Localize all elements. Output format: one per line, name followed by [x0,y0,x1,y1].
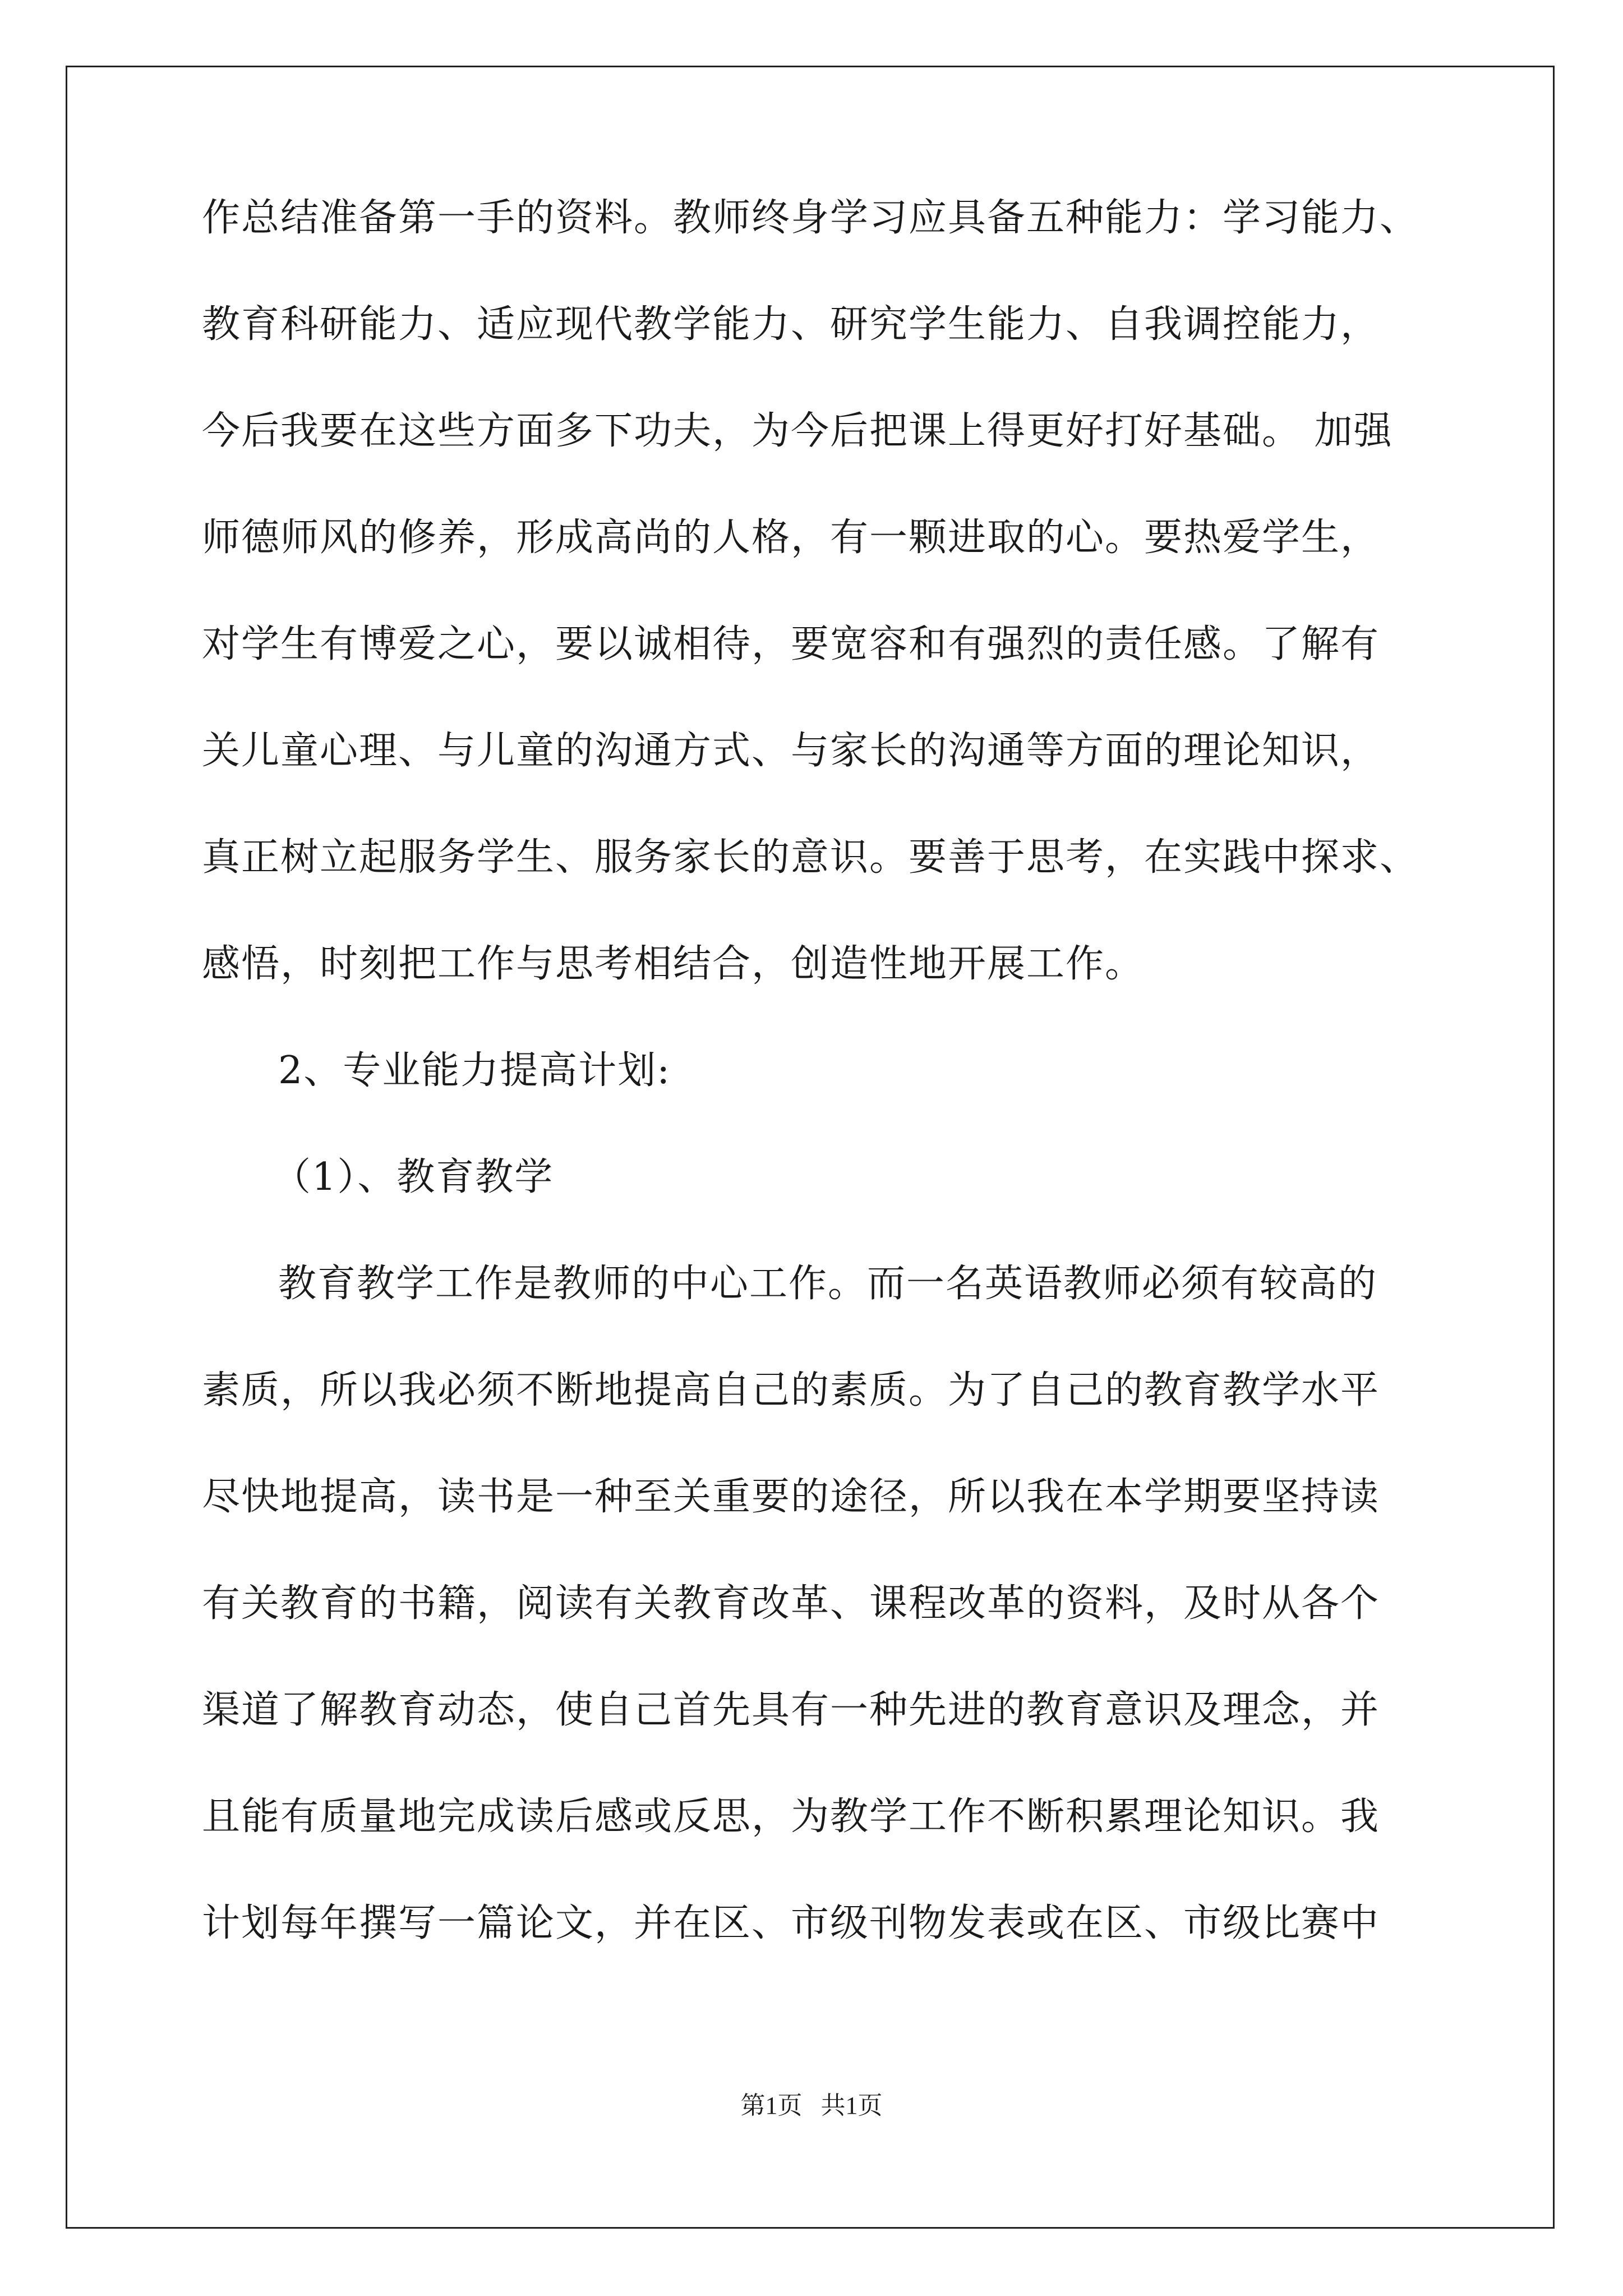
body-text-line: 计划每年撰写一篇论文，并在区、市级刊物发表或在区、市级比赛中 [202,1901,1380,1945]
body-text-line: 尽快地提高，读书是一种至关重要的途径，所以我在本学期要坚持读 [202,1475,1380,1519]
page-number-footer: 第1页 共1页 [740,2092,883,2119]
body-text-line: 素质，所以我必须不断地提高自己的素质。为了自己的教育教学水平 [202,1368,1380,1412]
subsection-heading: （1）、教育教学 [273,1155,554,1199]
body-text-line: 且能有质量地完成读后感或反思，为教学工作不断积累理论知识。我 [202,1795,1380,1839]
body-text-line: 今后我要在这些方面多下功夫，为今后把课上得更好打好基础。 加强 [202,409,1393,453]
body-text-line: 渠道了解教育动态，使自己首先具有一种先进的教育意识及理念，并 [202,1688,1380,1732]
body-text-line: 有关教育的书籍，阅读有关教育改革、课程改革的资料，及时从各个 [202,1581,1380,1626]
body-text-line: 对学生有博爱之心，要以诚相待，要宽容和有强烈的责任感。了解有 [202,622,1380,666]
body-text-line: 感悟，时刻把工作与思考相结合，创造性地开展工作。 [202,942,1145,986]
body-text-line: 师德师风的修养，形成高尚的人格，有一颗进取的心。要热爱学生， [202,516,1380,560]
body-text-line: 教育科研能力、适应现代教学能力、研究学生能力、自我调控能力， [202,302,1380,347]
body-text-line: 关儿童心理、与儿童的沟通方式、与家长的沟通等方面的理论知识， [202,729,1380,773]
body-text-line: 作总结准备第一手的资料。教师终身学习应具备五种能力：学习能力、 [202,196,1419,240]
section-heading: 2、专业能力提高计划: [278,1048,671,1093]
body-text-line: 教育教学工作是教师的中心工作。而一名英语教师必须有较高的 [278,1262,1378,1306]
body-text-line: 真正树立起服务学生、服务家长的意识。要善于思考，在实践中探求、 [202,835,1419,880]
